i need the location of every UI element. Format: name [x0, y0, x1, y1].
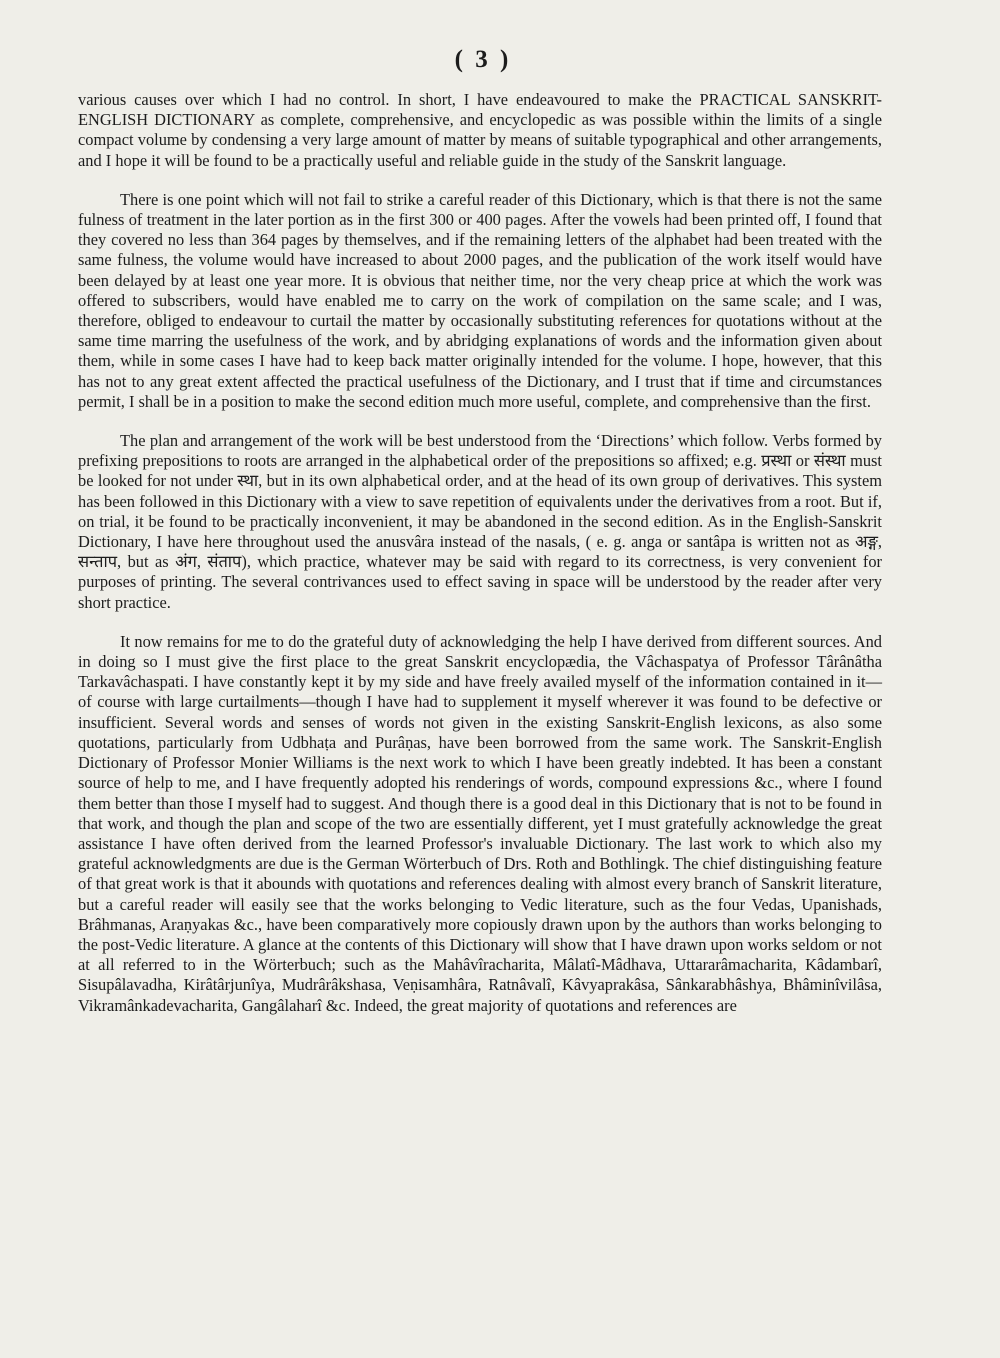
body-text [78, 90, 882, 1016]
page-number: ( 3 ) [454, 46, 512, 73]
paragraph-acknowledgments: It now remains for me to do the grateful duty of acknowledging the help I have derived from different sources. And in doing so I must give the first place to the great Sanskrit encyclopædia, the Vâchaspatya of Professor Târânâtha Tarkavâchaspati. I have constantly kept it by my side and have freely availed myself of the information contained in it—of course with large curtailments—though I have had to supplement it myself wherever it was found to be defective or insufficient. Several words and senses of words not given in the existing Sanskrit-English lexicons, as also some quotations, particularly from Udbhaṭa and Purâṇas, have been borrowed from the same work. The Sanskrit-English Dictionary of Professor Monier Williams is the next work to which I have been greatly indebted. It has been a constant source of help to me, and I have frequently adopted his renderings of words, compound expressions &c., where I found them better than those I myself had to suggest. And though there is a good deal in this Dictionary that is not to be found in that work, and though the plan and scope of the two are essentially different, yet I must gratefully acknowledge the great assistance I have often derived from the learned Professor's invaluable Dictionary. The last work to which also my grateful acknowledgments are due is the German Wörterbuch of Drs. Roth and Bothlingk. The chief distinguishing feature of that great work is that it abounds with quotations and references dealing with almost every branch of Sanskrit literature, but a careful reader will easily see that the works belonging to Vedic literature, such as the four Vedas, Upanishads, Brâhmanas, Araṇyakas &c., have been comparatively more copiously drawn upon by the authors than works belonging to the post-Vedic literature. A glance at the contents of this Dictionary will show that I have drawn upon works seldom or not at all referred to in the Wörterbuch; such as the Mahâvîracharita, Mâlatî-Mâdhava, Uttararâmacharita, Kâdambarî, Sisupâlavadha, Kirâtârjunîya, Mudrârâkshasa, Veṇisamhâra, Ratnâvalî, Kâvyaprakâsa, Sânkarabhâshya, Bhâminîvilâsa, Vikramânkadevacharita, Gangâlaharî &c. Indeed, the great majority of quotations and references are [78, 631, 882, 1015]
paragraph-plan: The plan and arrangement of the work will be best understood from the ‘Directions’ which follow. Verbs formed by prefixing prepositions to roots are arranged in the alphabetical order of the prepositions so affixed; e.g. प्रस्था or संस्था must be looked for not under स्था, but in its own alphabetical order, and at the head of its own group of derivatives. This system has been followed in this Dictionary with a view to save repetition of equivalents under the derivatives from a root. But if, on trial, it be found to be practically inconvenient, it may be abandoned in the second edition. As in the English-Sanskrit Dictionary, I have here throughout used the anusvâra instead of the nasals, ( e. g. anga or santâpa is written not as अङ्ग, सन्ताप, but as अंग, संताप), which practice, whatever may be said with regard to its correctness, is very convenient for purposes of printing. The several contrivances used to effect saving in space will be understood by the reader after very short practice. [78, 431, 882, 612]
paragraph-continuation: various causes over which I had no control. In short, I have endeavoured to make the PRACTICAL SANSKRIT-ENGLISH DICTIONARY as complete, comprehensive, and encyclopedic as was possible within the limits of a single compact volume by condensing a very large amount of matter by means of suitable typographical and other arrangements, and I hope it will be found to be a practically useful and reliable guide in the study of the Sanskrit language. [78, 90, 882, 170]
paragraph-treatment: There is one point which will not fail to strike a careful reader of this Dictionary, which is that there is not the same fulness of treatment in the later portion as in the first 300 or 400 pages. After the vowels had been printed off, I found that they covered no less than 364 pages by themselves, and if the remaining letters of the alphabet had been treated with the same fulness, the volume would have increased to about 2000 pages, and the publication of the work itself would have been delayed by at least one year more. It is obvious that neither time, nor the very cheap price at which the work was offered to subscribers, would have enabled me to carry on the work of compilation on the same scale; and I was, therefore, obliged to endeavour to curtail the matter by occasionally substituting references for quotations without at the same time marring the usefulness of the work, and by abridging explanations of words and the information given about them, while in some cases I have had to keep back matter originally intended for the volume. I hope, however, that this has not to any great extent affected the practical usefulness of the Dictionary, and I trust that if time and circumstances permit, I shall be in a position to make the second edition much more useful, complete, and comprehensive than the first. [78, 189, 882, 411]
